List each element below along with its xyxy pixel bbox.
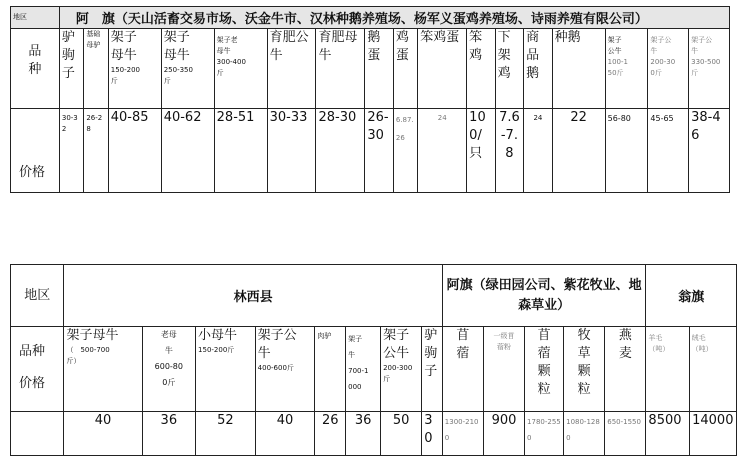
col-young-cow: 小母牛 150-200斤 <box>196 327 256 412</box>
price-heifer-150: 40-85 <box>108 109 161 193</box>
col-bull-200: 架子 公牛 200-300 斤 <box>381 327 422 412</box>
price-alfalfa-pellet: 1780-2550 <box>525 412 564 456</box>
price-meat-donkey: 26 <box>315 412 346 456</box>
price-donkey-foal-2: 30 <box>422 412 443 456</box>
price-bull-200: 45-65 <box>648 109 689 193</box>
price-bull-100: 56-80 <box>605 109 648 193</box>
col-alfalfa-powder: 一级苜 蓿粉 <box>483 327 524 412</box>
col-name-native-egg: 笨鸡蛋 <box>418 29 467 109</box>
col-alfalfa: 苜 蓿 <box>442 327 483 412</box>
col-name-donkey-foal: 驴驹子 <box>59 29 83 109</box>
col-name-culled-hen: 下架鸡 <box>495 29 524 109</box>
price-fatten-bull: 30-33 <box>267 109 316 193</box>
price-old-cow-600: 36 <box>142 412 195 456</box>
price-row-spacer <box>11 412 64 456</box>
price-old-cow: 28-51 <box>214 109 267 193</box>
col-name-bull-330: 架子公 牛 330-500 斤 <box>689 29 730 109</box>
col-name-old-cow: 架子老 母牛 300-400 斤 <box>214 29 267 109</box>
col-old-cow-600: 老母 牛 600-80 0斤 <box>142 327 195 412</box>
col-name-bull-100: 架子 公牛 100-1 50斤 <box>605 29 648 109</box>
price-young-cow: 52 <box>196 412 256 456</box>
region-title: 阿 旗（天山活畜交易市场、沃金牛市、汉林种鹅养殖场、杨军义蛋鸡养殖场、诗雨养殖有限公司） <box>59 7 729 29</box>
price-heifer-250: 40-62 <box>161 109 214 193</box>
col-name-bull-200: 架子公 牛 200-30 0斤 <box>648 29 689 109</box>
price-native-egg: 24 <box>418 109 467 193</box>
col-cashmere: 绒毛 （吨） <box>689 327 736 412</box>
col-name-fatten-bull: 育肥公牛 <box>267 29 316 109</box>
col-oats: 燕麦 <box>605 327 646 412</box>
col-name-breed-goose: 种鹅 <box>552 29 605 109</box>
col-alfalfa-pellet: 苜蓿颗粒 <box>525 327 564 412</box>
price-table-aqi <box>10 6 730 193</box>
col-name-fatten-cow: 育肥母牛 <box>316 29 365 109</box>
region-label-2: 地区 <box>11 265 64 327</box>
variety-price-label-2: 品种 价格 <box>11 327 64 412</box>
price-goose-egg: 26-30 <box>365 109 394 193</box>
price-fatten-cow: 28-30 <box>316 109 365 193</box>
col-name-base-jenny: 基础母驴 <box>84 29 108 109</box>
col-name-market-goose: 商品鹅 <box>524 29 553 109</box>
price-oats: 650-1550 <box>605 412 646 456</box>
price-breed-goose: 22 <box>552 109 605 193</box>
price-heifer-500: 40 <box>64 412 142 456</box>
price-table-linxi <box>10 264 737 456</box>
price-label: 价格 <box>11 109 60 193</box>
col-name-egg: 鸡蛋 <box>393 29 417 109</box>
price-bull-400: 40 <box>255 412 315 456</box>
price-bull-330: 38-46 <box>689 109 730 193</box>
col-wool: 羊毛 （吨） <box>646 327 689 412</box>
price-forage-pellet: 1080-1280 <box>564 412 605 456</box>
price-wool: 8500 <box>646 412 689 456</box>
col-bull-400: 架子公 牛 400-600斤 <box>255 327 315 412</box>
price-alfalfa: 1300-2100 <box>442 412 483 456</box>
region-label: 地区 <box>11 7 60 29</box>
price-native-chicken: 100/只 <box>467 109 496 193</box>
price-bull-200: 50 <box>381 412 422 456</box>
col-name-heifer-250: 架子 母牛 250-350 斤 <box>161 29 214 109</box>
col-bull-700: 架子 牛 700-1 000 <box>346 327 381 412</box>
price-base-jenny: 26-28 <box>84 109 108 193</box>
col-donkey-foal-2: 驴驹子 <box>422 327 443 412</box>
region-linxi: 林西县 <box>64 265 442 327</box>
col-forage-pellet: 牧草颗粒 <box>564 327 605 412</box>
variety-label: 品种 <box>11 29 60 109</box>
col-name-goose-egg: 鹅蛋 <box>365 29 394 109</box>
price-egg: 6.87.26 <box>393 109 417 193</box>
price-culled-hen: 7.6-7.8 <box>495 109 524 193</box>
col-meat-donkey: 肉驴 <box>315 327 346 412</box>
price-bull-700: 36 <box>346 412 381 456</box>
col-name-native-chicken: 笨鸡 <box>467 29 496 109</box>
col-heifer-500: 架子母牛 （ 500-700 斤） <box>64 327 142 412</box>
region-aqi-companies: 阿旗（绿田园公司、紫花牧业、地森草业） <box>442 265 646 327</box>
price-donkey-foal: 30-32 <box>59 109 83 193</box>
region-wengqi: 翁旗 <box>646 265 737 327</box>
price-cashmere: 14000 <box>689 412 736 456</box>
price-alfalfa-powder: 900 <box>483 412 524 456</box>
col-name-heifer-150: 架子 母牛 150-200 斤 <box>108 29 161 109</box>
price-market-goose: 24 <box>524 109 553 193</box>
